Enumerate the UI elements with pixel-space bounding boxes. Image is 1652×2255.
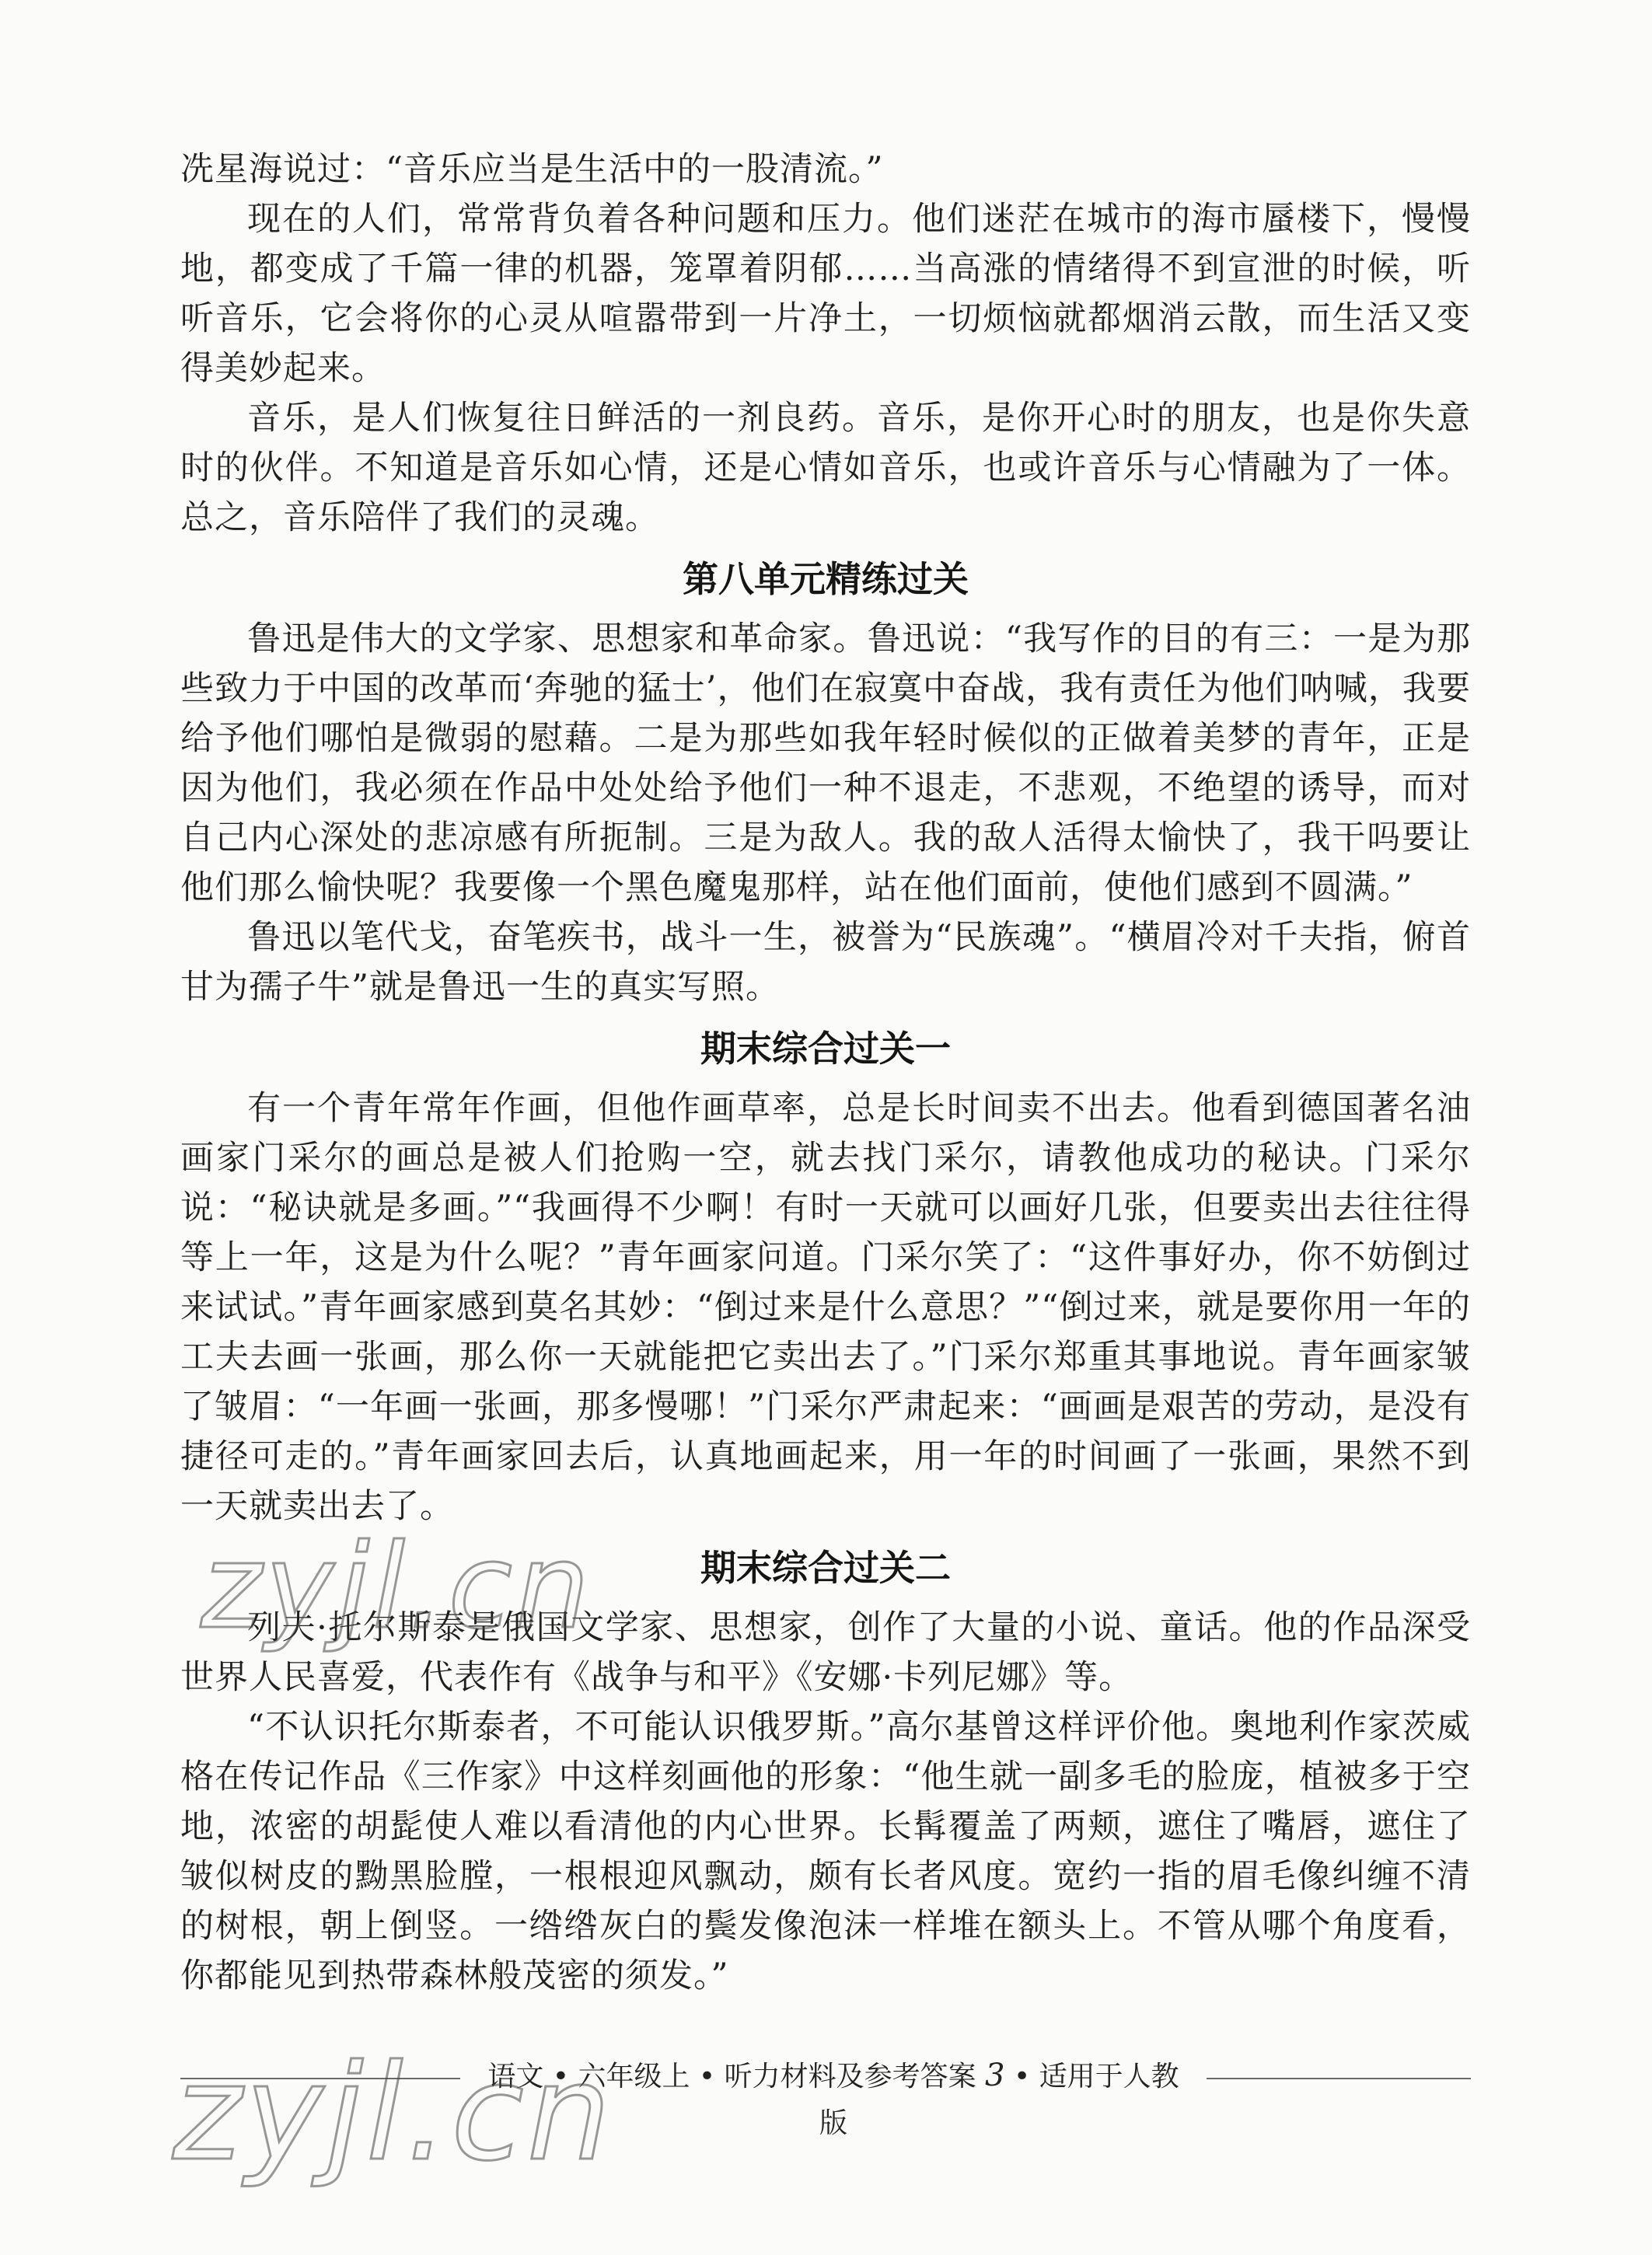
section-unit-eight xyxy=(180,552,1471,1012)
page-content xyxy=(180,145,1471,2001)
intro-paragraph: 冼星海说过：“音乐应当是生活中的一股清流。” xyxy=(180,150,884,189)
intro-paragraph: 现在的人们，常常背负着各种问题和压力。他们迷茫在城市的海市蜃楼下，慢慢地，都变成了千篇一律的机器，笼罩着阴郁……当高涨的情绪得不到宣泄的时候，听听音乐，它会将你的心灵从喧嚣带到一片净土，一切烦恼就都烟消云散，而生活又变得美妙起来。 xyxy=(180,200,1471,388)
page-number: 3 xyxy=(985,2058,1005,2093)
section-title: 期末综合过关二 xyxy=(700,1547,951,1589)
footer-rule-right xyxy=(1207,2078,1471,2079)
section-paragraph: 列夫·托尔斯泰是俄国文学家、思想家，创作了大量的小说、童话。他的作品深受世界人民喜爱，代表作有《战争与和平》《安娜·卡列尼娜》等。 xyxy=(180,1608,1471,1697)
watermark-logo: zyjl.cn xyxy=(201,1520,593,1655)
intro-paragraph: 音乐，是人们恢复往日鲜活的一剂良药。音乐，是你开心时的朋友，也是你失意时的伙伴。不知道是音乐如心情，还是心情如音乐，也或许音乐与心情融为了一体。总之，音乐陪伴了我们的灵魂。 xyxy=(180,399,1471,537)
section-paragraph: 鲁迅以笔代戈，奋笔疾书，战斗一生，被誉为“民族魂”。“横眉冷对千夫指，俯首甘为孺子牛”就是鲁迅一生的真实写照。 xyxy=(180,918,1471,1007)
section-title: 第八单元精练过关 xyxy=(683,558,969,600)
section-paragraph: 鲁迅是伟大的文学家、思想家和革命家。鲁迅说：“我写作的目的有三：一是为那些致力于中国的改革而‘奔驰的猛士’，他们在寂寞中奋战，我有责任为他们呐喊，我要给予他们哪怕是微弱的慰藉。二是为那些如我年轻时候似的正做着美梦的青年，正是因为他们，我必须在作品中处处给予他们一种不退走，不悲观，不绝望的诱导，而对自己内心深处的悲凉感有所扼制。三是为敌人。我的敌人活得太愉快了，我干吗要让他们那么愉快呢？我要像一个黑色魔鬼那样，站在他们面前，使他们感到不圆满。” xyxy=(180,620,1471,907)
section-paragraph: “不认识托尔斯泰者，不可能认识俄罗斯。”高尔基曾这样评价他。奥地利作家茨威格在传记作品《三作家》中这样刻画他的形象：“他生就一副多毛的脸庞，植被多于空地，浓密的胡髭使人难以看清他的内心世界。长髯覆盖了两颊，遮住了嘴唇，遮住了皱似树皮的黝黑脸膛，一根根迎风飘动，颇有长者风度。宽约一指的眉毛像纠缠不清的树根，朝上倒竖。一绺绺灰白的鬓发像泡沫一样堆在额头上。不管从哪个角度看，你都能见到热带森林般茂密的须发。” xyxy=(180,1708,1471,1995)
watermark-logo: zyjl.cn xyxy=(173,2037,614,2190)
footer-prefix: 语文 • 六年级上 • 听力材料及参考答案 xyxy=(487,2061,976,2093)
intro-block xyxy=(180,145,1471,543)
section-final-one xyxy=(180,1021,1471,1531)
section-paragraph: 有一个青年常年作画，但他作画草率，总是长时间卖不出去。他看到德国著名油画家门采尔的画总是被人们抢购一空，就去找门采尔，请教他成功的秘诀。门采尔说：“秘诀就是多画。”“我画得不少啊！有时一天就可以画好几张，但要卖出去往往得等上一年，这是为什么呢？”青年画家问道。门采尔笑了：“这件事好办，你不妨倒过来试试。”青年画家感到莫名其妙：“倒过来是什么意思？”“倒过来，就是要你用一年的工夫去画一张画，那么你一天就能把它卖出去了。”门采尔郑重其事地说。青年画家皱了皱眉：“一年画一张画，那多慢哪！”门采尔严肃起来：“画画是艰苦的劳动，是没有捷径可走的。”青年画家回去后，认真地画起来，用一年的时间画了一张画，果然不到一天就卖出去了。 xyxy=(180,1089,1471,1526)
section-title: 期末综合过关一 xyxy=(700,1028,951,1070)
footer-suffix: • 适用于人教版 xyxy=(819,2061,1179,2139)
